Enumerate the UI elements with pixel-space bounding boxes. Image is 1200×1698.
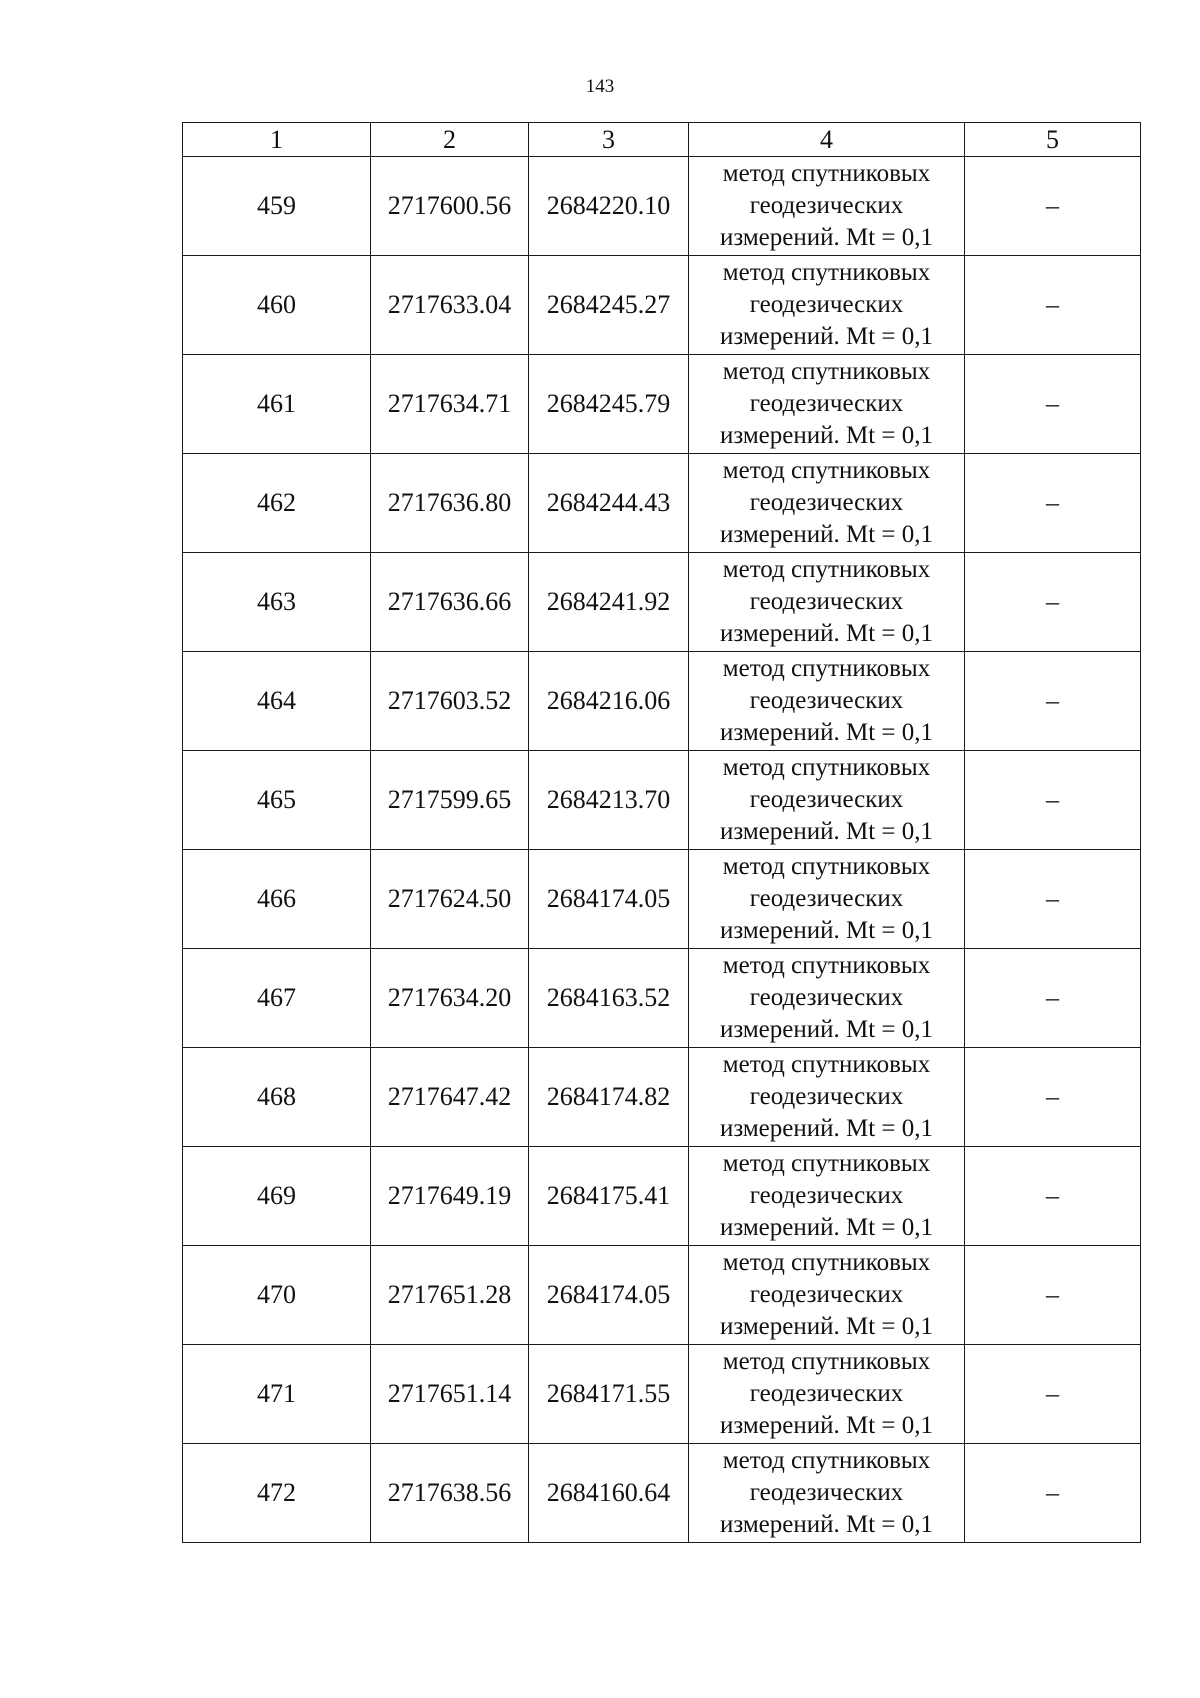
coord-x: 2717647.42 [371, 1048, 529, 1147]
method: метод спутниковых геодезических измерений. Mt = 0,1 [689, 1048, 965, 1147]
header-col-2: 2 [371, 123, 529, 157]
coordinates-table [182, 122, 1141, 1543]
table-row [183, 157, 1141, 256]
note: – [965, 751, 1141, 850]
method: метод спутниковых геодезических измерений. Mt = 0,1 [689, 652, 965, 751]
point-number: 471 [183, 1345, 371, 1444]
point-number: 469 [183, 1147, 371, 1246]
point-number: 459 [183, 157, 371, 256]
coord-x: 2717638.56 [371, 1444, 529, 1543]
note: – [965, 355, 1141, 454]
coord-y: 2684220.10 [529, 157, 689, 256]
table-row [183, 256, 1141, 355]
note: – [965, 553, 1141, 652]
note: – [965, 1444, 1141, 1543]
coord-y: 2684241.92 [529, 553, 689, 652]
coord-x: 2717624.50 [371, 850, 529, 949]
note: – [965, 454, 1141, 553]
coord-y: 2684175.41 [529, 1147, 689, 1246]
coord-y: 2684174.05 [529, 1246, 689, 1345]
table-row [183, 1048, 1141, 1147]
coord-x: 2717633.04 [371, 256, 529, 355]
coord-y: 2684216.06 [529, 652, 689, 751]
coord-y: 2684245.79 [529, 355, 689, 454]
point-number: 466 [183, 850, 371, 949]
coord-y: 2684244.43 [529, 454, 689, 553]
note: – [965, 949, 1141, 1048]
table-row [183, 553, 1141, 652]
method: метод спутниковых геодезических измерений. Mt = 0,1 [689, 751, 965, 850]
method: метод спутниковых геодезических измерений. Mt = 0,1 [689, 949, 965, 1048]
coord-x: 2717634.20 [371, 949, 529, 1048]
table-row [183, 1444, 1141, 1543]
coord-x: 2717651.28 [371, 1246, 529, 1345]
table-row [183, 751, 1141, 850]
point-number: 461 [183, 355, 371, 454]
table-row [183, 652, 1141, 751]
note: – [965, 652, 1141, 751]
coord-x: 2717634.71 [371, 355, 529, 454]
point-number: 467 [183, 949, 371, 1048]
coord-y: 2684213.70 [529, 751, 689, 850]
method: метод спутниковых геодезических измерений. Mt = 0,1 [689, 553, 965, 652]
coord-y: 2684245.27 [529, 256, 689, 355]
coord-y: 2684174.82 [529, 1048, 689, 1147]
header-row [183, 123, 1141, 157]
coord-y: 2684160.64 [529, 1444, 689, 1543]
coord-x: 2717599.65 [371, 751, 529, 850]
table-row [183, 1246, 1141, 1345]
table-row [183, 1345, 1141, 1444]
note: – [965, 850, 1141, 949]
header-col-5: 5 [965, 123, 1141, 157]
coord-x: 2717651.14 [371, 1345, 529, 1444]
page-number: 143 [585, 76, 615, 97]
table-row [183, 454, 1141, 553]
point-number: 472 [183, 1444, 371, 1543]
point-number: 462 [183, 454, 371, 553]
coord-y: 2684171.55 [529, 1345, 689, 1444]
coord-y: 2684163.52 [529, 949, 689, 1048]
method: метод спутниковых геодезических измерений. Mt = 0,1 [689, 355, 965, 454]
header-col-1: 1 [183, 123, 371, 157]
coord-x: 2717600.56 [371, 157, 529, 256]
point-number: 460 [183, 256, 371, 355]
method: метод спутниковых геодезических измерений. Mt = 0,1 [689, 1147, 965, 1246]
method: метод спутниковых геодезических измерений. Mt = 0,1 [689, 256, 965, 355]
point-number: 463 [183, 553, 371, 652]
note: – [965, 1246, 1141, 1345]
point-number: 470 [183, 1246, 371, 1345]
note: – [965, 1345, 1141, 1444]
method: метод спутниковых геодезических измерений. Mt = 0,1 [689, 850, 965, 949]
note: – [965, 1048, 1141, 1147]
table-body [183, 157, 1141, 1543]
table-header [183, 123, 1141, 157]
method: метод спутниковых геодезических измерений. Mt = 0,1 [689, 454, 965, 553]
coord-y: 2684174.05 [529, 850, 689, 949]
note: – [965, 157, 1141, 256]
table-row [183, 1147, 1141, 1246]
point-number: 465 [183, 751, 371, 850]
note: – [965, 1147, 1141, 1246]
coord-x: 2717603.52 [371, 652, 529, 751]
method: метод спутниковых геодезических измерений. Mt = 0,1 [689, 1246, 965, 1345]
table-row [183, 355, 1141, 454]
note: – [965, 256, 1141, 355]
method: метод спутниковых геодезических измерений. Mt = 0,1 [689, 157, 965, 256]
method: метод спутниковых геодезических измерений. Mt = 0,1 [689, 1444, 965, 1543]
header-col-3: 3 [529, 123, 689, 157]
table-row [183, 949, 1141, 1048]
coord-x: 2717636.66 [371, 553, 529, 652]
coord-x: 2717649.19 [371, 1147, 529, 1246]
point-number: 468 [183, 1048, 371, 1147]
header-col-4: 4 [689, 123, 965, 157]
point-number: 464 [183, 652, 371, 751]
method: метод спутниковых геодезических измерений. Mt = 0,1 [689, 1345, 965, 1444]
table-row [183, 850, 1141, 949]
coord-x: 2717636.80 [371, 454, 529, 553]
